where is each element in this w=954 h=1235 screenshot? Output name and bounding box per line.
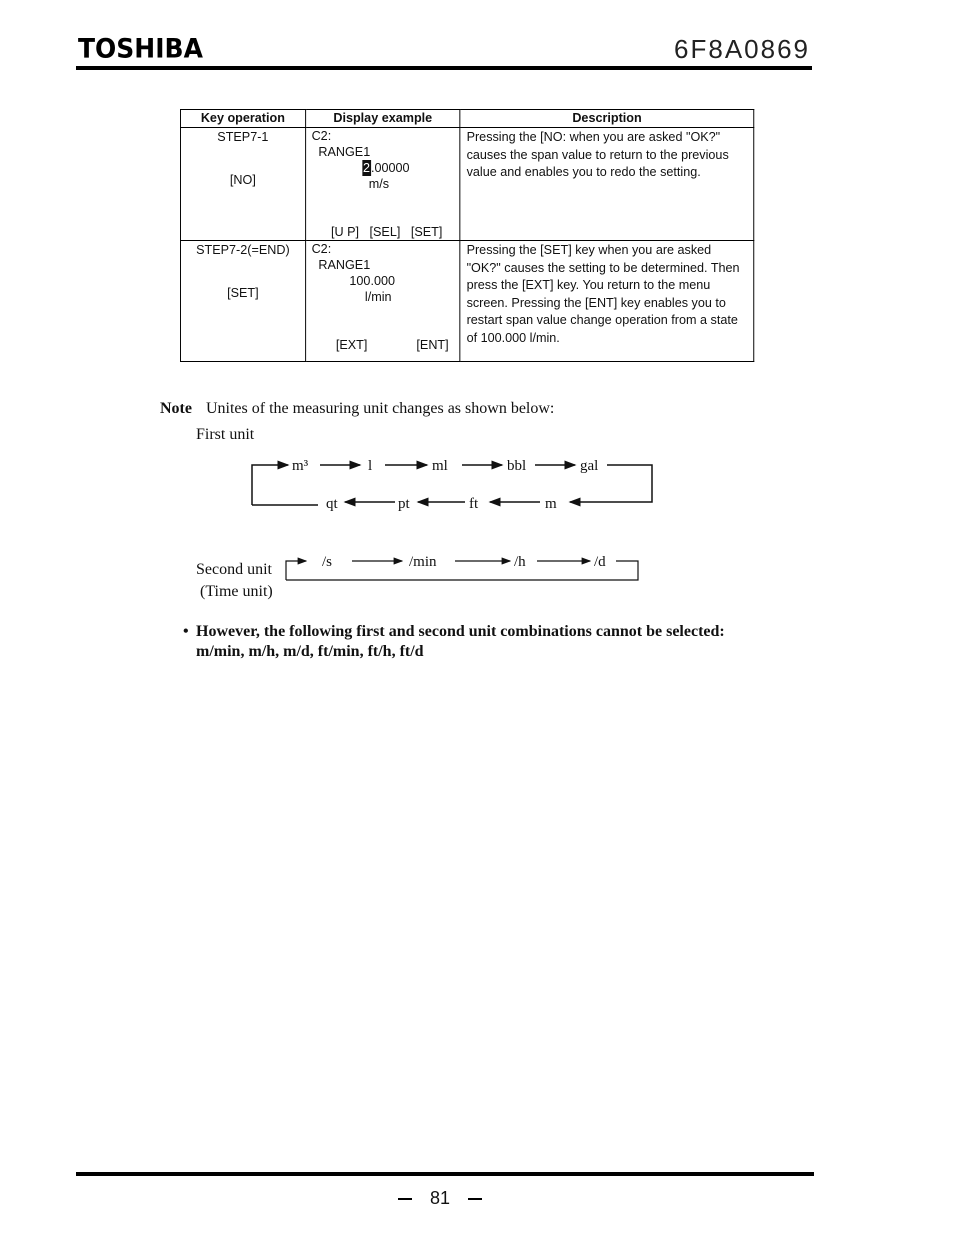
time-unit-node: /min [409,554,437,570]
dash-right [468,1198,482,1200]
restriction-combinations: m/min, m/h, m/d, ft/min, ft/h, ft/d [196,643,424,660]
page-number [0,1188,880,1209]
unit-node: ml [432,458,448,474]
blinking-cursor-digit: 2 [362,160,370,175]
second-unit-label: Second unit [196,561,272,578]
time-unit-node: /s [322,554,333,570]
step-label: STEP7-2(=END) [196,242,290,257]
footer-rule [76,1172,814,1176]
column-header-display-example: Display example [305,110,460,128]
unit-node: bbl [507,458,527,474]
restriction-note [183,622,783,662]
step-label: STEP7-1 [217,129,269,144]
key-press-label: [SET] [227,285,259,300]
unit-node: m [545,496,557,512]
second-unit-cycle [286,561,638,580]
document-number: 6F8A0869 [674,34,810,64]
note-label: Note [160,400,192,417]
display-softkeys: [EXT] [ENT] [335,337,449,352]
description-cell: Pressing the [SET] key when you are asked "OK?" causes the setting to be determined. Then press the [EXT] key. You return to the menu screen. Pressing the [ENT] key enables you to restart span value change operation from a state of 100.000 l/min. [460,241,753,362]
unit-node: m³ [292,458,309,474]
display-line-code: C2: [311,241,332,256]
display-line-unit: l/min [364,289,392,304]
loop-connector [286,561,638,580]
display-line-unit: m/s [368,176,390,191]
key-press-label: [NO] [229,172,256,187]
unit-node: l [368,458,373,474]
brand-logo: TOSHIBA [78,33,203,64]
page-number-value: 81 [429,1188,451,1208]
unit-node: ft [469,496,479,512]
note-text: Unites of the measuring unit changes as shown below: [205,400,555,417]
unit-node: pt [398,496,410,512]
loop-return-arrow [286,561,306,580]
display-softkeys: [U P] [SEL] [SET] [330,224,443,239]
time-unit-node: /h [514,554,526,570]
loop-return-arrow [252,465,288,505]
display-line-code: C2: [311,128,332,143]
time-unit-label: (Time unit) [200,583,273,600]
unit-node: qt [326,496,338,512]
column-header-key-operation: Key operation [180,110,305,128]
description-cell: Pressing the [NO: when you are asked "OK?" causes the span value to return to the previous value and enables you to redo the setting. [460,128,753,241]
display-value-rest: .00000 [370,160,410,175]
display-line-range: RANGE1 [318,257,371,272]
display-line-range: RANGE1 [318,144,371,159]
unit-node: gal [580,458,599,474]
display-line-value: 100.000 [349,273,395,288]
restriction-text: However, the following first and second unit combinations cannot be selected: [196,623,725,640]
column-header-description: Description [460,110,753,128]
time-unit-node: /d [594,554,606,570]
first-unit-label: First unit [196,426,255,443]
bullet: • [183,623,189,640]
dash-left [398,1198,412,1200]
